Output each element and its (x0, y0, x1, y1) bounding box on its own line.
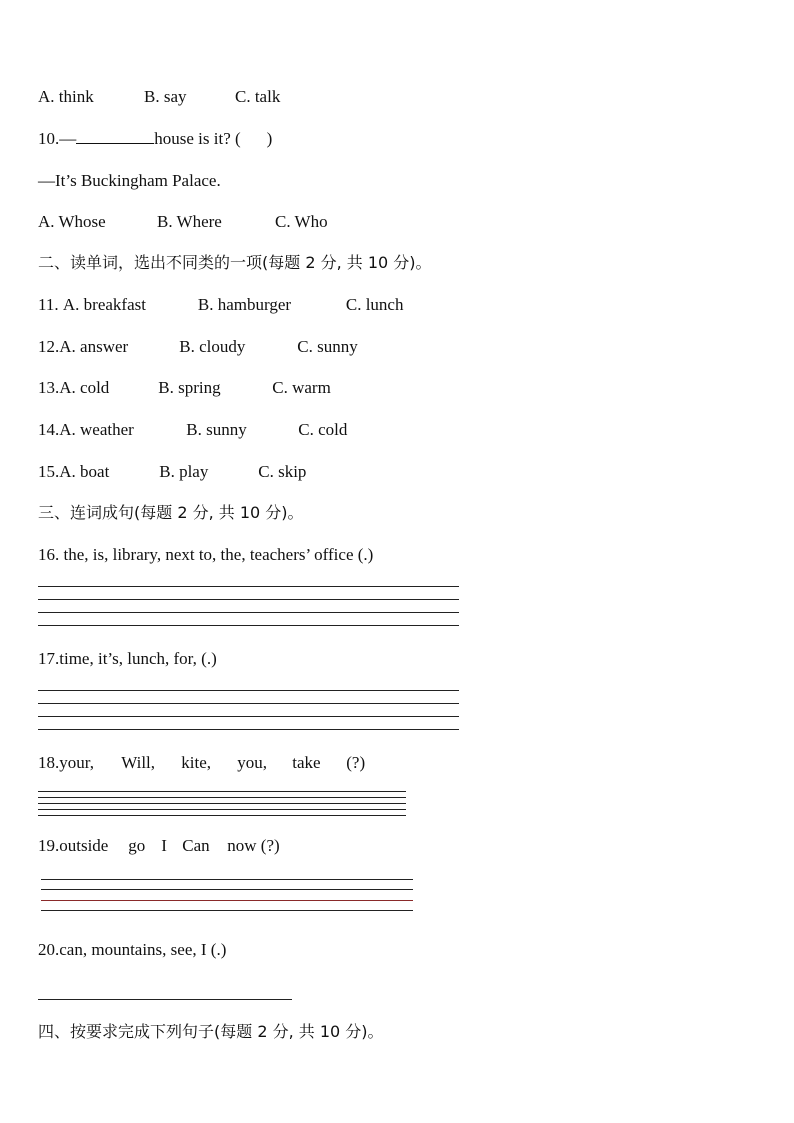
q12 (38, 337, 358, 357)
writing-line[interactable] (41, 889, 413, 890)
q15-option-c: C. skip (258, 462, 307, 481)
writing-line[interactable] (38, 625, 459, 626)
q20-answer-line[interactable] (38, 999, 292, 1000)
q9-option-b: B. say (144, 87, 187, 106)
writing-line[interactable] (41, 910, 413, 911)
q14 (38, 420, 347, 440)
q18-word: (?) (346, 753, 366, 772)
writing-line[interactable] (38, 803, 406, 804)
q10-stem-text: house is it? ( (154, 129, 241, 148)
q11-option-c: C. lunch (345, 295, 404, 314)
writing-line[interactable] (38, 729, 459, 730)
q12-option-a: A. answer (59, 337, 129, 356)
q11-option-a: A. breakfast (62, 295, 146, 314)
q9-option-a: A. think (38, 87, 94, 106)
q19-word: go (128, 836, 146, 855)
q20-prompt: 20.can, mountains, see, I (.) (38, 940, 227, 959)
q10-option-a: A. Whose (38, 212, 106, 231)
q13 (38, 378, 331, 398)
q19-word: I (161, 836, 167, 855)
q18-word: Will, (121, 753, 156, 772)
q15-option-b: B. play (159, 462, 209, 481)
q10-close-paren: ) (266, 129, 273, 148)
q19-word: Can (182, 836, 210, 855)
q18-prompt (38, 753, 365, 773)
q10-dash: — (59, 129, 77, 148)
writing-line[interactable] (38, 815, 406, 816)
writing-line[interactable] (38, 809, 406, 810)
q9-options (38, 87, 280, 107)
writing-line[interactable] (38, 599, 459, 600)
q18-number: 18. (38, 753, 60, 772)
q13-option-b: B. spring (158, 378, 221, 397)
q13-number: 13. (38, 378, 60, 397)
q19-prompt (38, 836, 280, 856)
q12-option-b: B. cloudy (179, 337, 246, 356)
q15-number: 15. (38, 462, 60, 481)
q13-option-a: A. cold (59, 378, 110, 397)
writing-line[interactable] (41, 879, 413, 880)
q13-option-c: C. warm (272, 378, 331, 397)
q18-word: you, (237, 753, 267, 772)
q15-option-a: A. boat (59, 462, 110, 481)
section2-heading: 二、读单词，选出不同类的一项(每题 2 分, 共 10 分)。 (38, 253, 432, 272)
q10-option-c: C. Who (275, 212, 328, 231)
q14-option-c: C. cold (298, 420, 348, 439)
writing-line[interactable] (38, 716, 459, 717)
writing-line[interactable] (38, 797, 406, 798)
q18-word: your, (59, 753, 94, 772)
writing-line[interactable] (41, 900, 413, 901)
q11-number: 11. (38, 295, 63, 314)
q17-prompt: 17.time, it’s, lunch, for, (.) (38, 649, 217, 668)
q10-stem (38, 129, 272, 149)
writing-line[interactable] (38, 703, 459, 704)
section3-heading: 三、连词成句(每题 2 分, 共 10 分)。 (38, 503, 304, 522)
q16-prompt: 16. the, is, library, next to, the, teachers’ office (.) (38, 545, 374, 564)
writing-line[interactable] (38, 791, 406, 792)
q9-option-c: C. talk (235, 87, 281, 106)
q12-option-c: C. sunny (297, 337, 358, 356)
q15 (38, 462, 306, 482)
q10-answer-blank[interactable] (76, 129, 154, 144)
q19-word: now (?) (227, 836, 280, 855)
q19-number: 19. (38, 836, 60, 855)
writing-line[interactable] (38, 690, 459, 691)
q19-word: outside (59, 836, 109, 855)
q10-number: 10. (38, 129, 60, 148)
q14-number: 14. (38, 420, 60, 439)
q14-option-a: A. weather (59, 420, 134, 439)
writing-line[interactable] (38, 612, 459, 613)
q11 (38, 295, 403, 315)
section4-heading: 四、按要求完成下列句子(每题 2 分, 共 10 分)。 (38, 1022, 384, 1041)
writing-line[interactable] (38, 586, 459, 587)
q10-option-b: B. Where (157, 212, 222, 231)
q10-options (38, 212, 328, 232)
q14-option-b: B. sunny (186, 420, 247, 439)
q18-word: kite, (181, 753, 211, 772)
q18-word: take (292, 753, 321, 772)
q11-option-b: B. hamburger (197, 295, 292, 314)
q12-number: 12. (38, 337, 60, 356)
q10-answer-line: —It’s Buckingham Palace. (38, 171, 221, 190)
